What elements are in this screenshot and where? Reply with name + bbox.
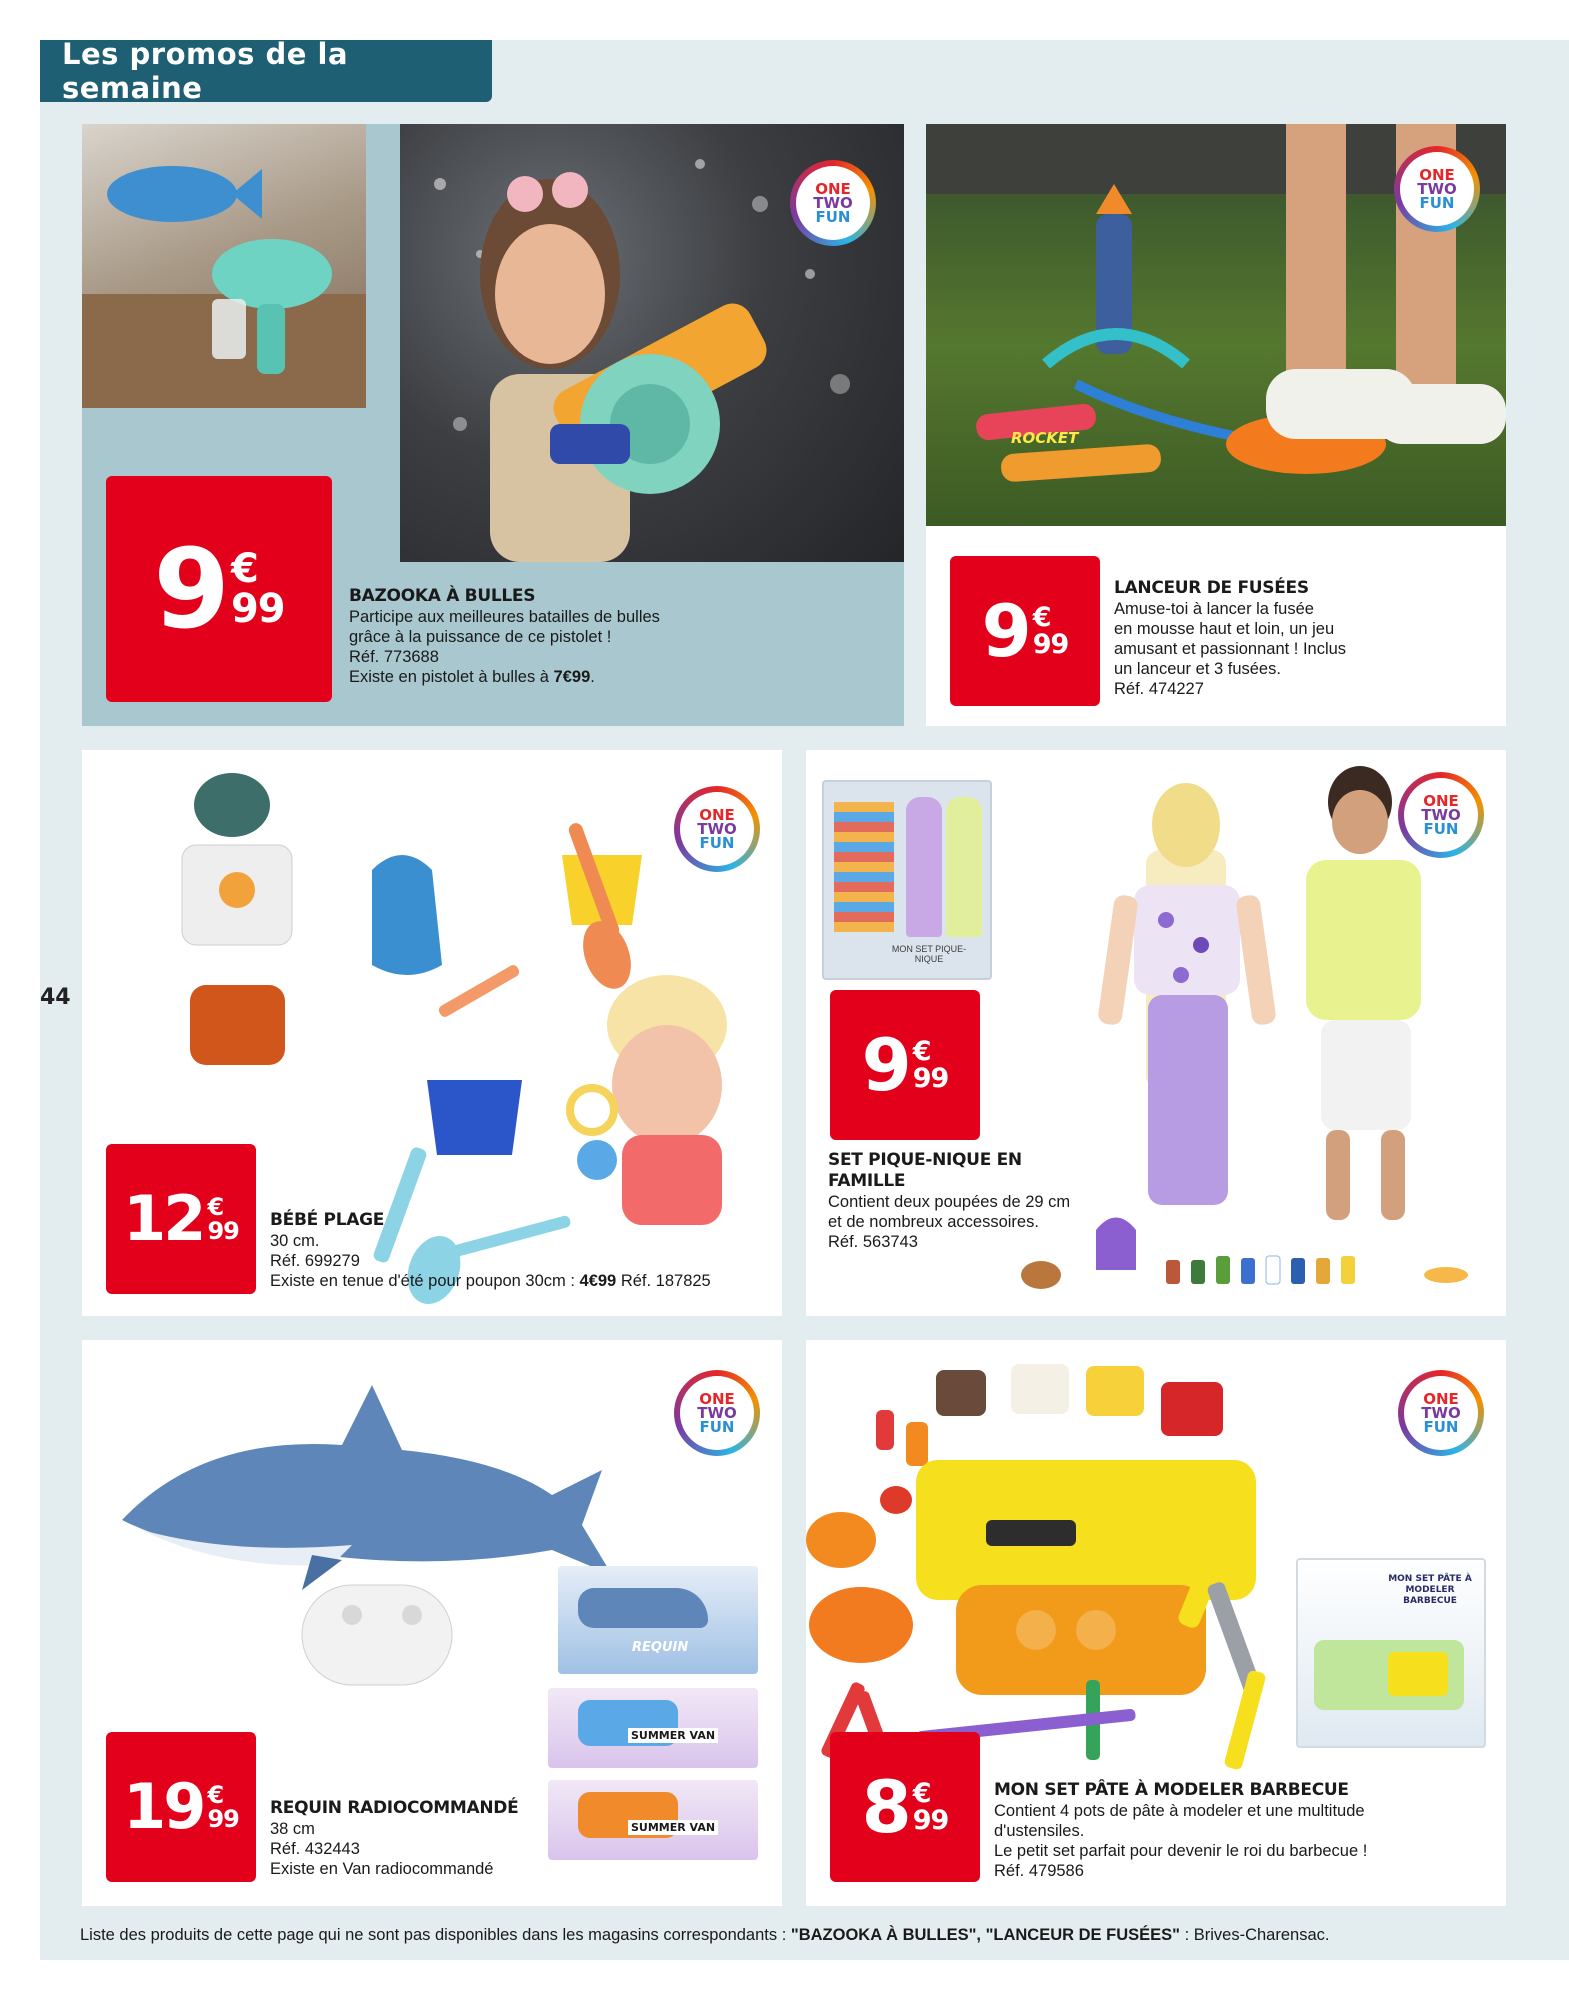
variant-text: Existe en tenue d'été pour poupon 30cm : — [270, 1272, 580, 1290]
price-integer: 12 — [123, 1182, 204, 1255]
price-decimals: 99 — [912, 1805, 949, 1836]
product-card-barbecue[interactable] — [806, 1340, 1506, 1906]
product-description-lanceur — [1114, 578, 1494, 699]
product-description-requin — [270, 1798, 540, 1879]
logo-line-fun: FUN — [815, 208, 851, 226]
logo-line-fun: FUN — [1423, 1418, 1459, 1436]
description-line: en mousse haut et loin, un jeu — [1114, 620, 1335, 638]
price-currency: € — [230, 546, 259, 592]
one-two-fun-logo — [674, 786, 760, 872]
price-decimals: 99 — [207, 1805, 239, 1833]
logo-line-fun: FUN — [699, 834, 735, 852]
variant-suffix: Réf. 187825 — [616, 1272, 711, 1290]
footnote-text: Liste des produits de cette page qui ne sont pas disponibles dans les magasins correspondants : — [80, 1926, 791, 1944]
variant-price: 4€99 — [579, 1272, 617, 1290]
one-two-fun-logo — [1398, 772, 1484, 858]
footnote-products: "BAZOOKA À BULLES", "LANCEUR DE FUSÉES" — [790, 1926, 1180, 1944]
reference-line: Réf. 474227 — [1114, 680, 1204, 698]
price-tag-lanceur — [950, 556, 1100, 706]
logo-line-two: TWO — [697, 820, 737, 838]
one-two-fun-logo — [790, 160, 876, 246]
logo-line-two: TWO — [813, 194, 853, 212]
reference-line: Réf. 773688 — [349, 648, 439, 666]
box-label-van: SUMMER VAN — [628, 1728, 718, 1743]
van-box-image — [548, 1780, 758, 1860]
price-integer: 9 — [861, 1023, 909, 1107]
price-decimals: 99 — [912, 1063, 949, 1094]
box-label-van: SUMMER VAN — [628, 1820, 718, 1835]
logo-line-fun: FUN — [1423, 820, 1459, 838]
page-number: 44 — [40, 985, 71, 1010]
product-card-requin[interactable] — [82, 1340, 782, 1906]
reference-line: Réf. 432443 — [270, 1840, 360, 1858]
rocket-label: ROCKET — [1011, 429, 1079, 447]
price-integer: 8 — [861, 1765, 909, 1849]
price-tag-pique-nique — [830, 990, 980, 1140]
logo-line-one: ONE — [1419, 166, 1455, 184]
logo-line-two: TWO — [697, 1404, 737, 1422]
bbq-box-image — [1296, 1558, 1486, 1748]
description-line: Participe aux meilleures batailles de bulles — [349, 608, 660, 626]
logo-line-one: ONE — [1423, 1390, 1459, 1408]
van-box-image — [548, 1688, 758, 1768]
price-currency: € — [207, 1781, 225, 1809]
footnote-store: : Brives-Charensac. — [1180, 1926, 1330, 1944]
variant-line — [349, 667, 889, 687]
price-integer: 9 — [981, 589, 1029, 673]
description-line: Contient deux poupées de 29 cm — [828, 1193, 1071, 1211]
variant-suffix: . — [590, 668, 595, 686]
description-line: Contient 4 pots de pâte à modeler et une multitude — [994, 1802, 1365, 1820]
logo-line-one: ONE — [699, 1390, 735, 1408]
product-card-bazooka[interactable] — [82, 124, 904, 726]
description-line: d'ustensiles. — [994, 1822, 1085, 1840]
price-integer: 9 — [153, 525, 227, 653]
price-currency: € — [912, 1778, 932, 1809]
logo-line-one: ONE — [1423, 792, 1459, 810]
price-decimals: 99 — [230, 586, 285, 632]
box-label-requin: REQUIN — [632, 1640, 689, 1655]
product-description-bebe-plage — [270, 1210, 770, 1291]
availability-footnote — [80, 1926, 1329, 1945]
price-decimals: 99 — [1032, 629, 1069, 660]
variant-text: Existe en pistolet à bulles à — [349, 668, 554, 686]
description-line: grâce à la puissance de ce pistolet ! — [349, 628, 612, 646]
price-tag-bebe-plage — [106, 1144, 256, 1294]
page-header-tag — [40, 37, 492, 105]
product-description-pique-nique — [828, 1150, 1088, 1252]
variant-line: Existe en Van radiocommandé — [270, 1860, 494, 1878]
logo-line-two: TWO — [1421, 1404, 1461, 1422]
price-currency: € — [912, 1036, 932, 1067]
page-title: Les promos de la semaine — [62, 37, 349, 105]
product-title: REQUIN RADIOCOMMANDÉ — [270, 1798, 519, 1818]
product-card-bebe-plage[interactable] — [82, 750, 782, 1316]
price-tag-barbecue — [830, 1732, 980, 1882]
description-line: 30 cm. — [270, 1232, 320, 1250]
description-line: un lanceur et 3 fusées. — [1114, 660, 1281, 678]
variant-line — [270, 1271, 770, 1291]
product-title: LANCEUR DE FUSÉES — [1114, 578, 1309, 598]
product-card-lanceur[interactable] — [926, 124, 1506, 726]
price-decimals: 99 — [207, 1217, 239, 1245]
logo-line-fun: FUN — [699, 1418, 735, 1436]
reference-line: Réf. 479586 — [994, 1862, 1084, 1880]
description-line: Le petit set parfait pour devenir le roi du barbecue ! — [994, 1842, 1368, 1860]
product-description-barbecue — [994, 1780, 1494, 1881]
price-integer: 19 — [123, 1770, 204, 1843]
product-description-bazooka — [349, 586, 889, 687]
description-line: 38 cm — [270, 1820, 315, 1838]
product-card-pique-nique[interactable] — [806, 750, 1506, 1316]
logo-line-two: TWO — [1421, 806, 1461, 824]
variant-price: 7€99 — [553, 668, 591, 686]
logo-line-one: ONE — [815, 180, 851, 198]
one-two-fun-logo — [1394, 146, 1480, 232]
product-title: BÉBÉ PLAGE — [270, 1210, 385, 1230]
description-line: Amuse-toi à lancer la fusée — [1114, 600, 1314, 618]
product-title: MON SET PÂTE À MODELER BARBECUE — [994, 1780, 1349, 1800]
bubble-pistol-photo — [82, 124, 366, 408]
box-label: MON SET PIQUE-NIQUE — [891, 944, 967, 964]
logo-line-fun: FUN — [1419, 194, 1455, 212]
box-label: MON SET PÂTE À MODELER BARBECUE — [1388, 1574, 1472, 1606]
price-currency: € — [207, 1193, 225, 1221]
product-title: BAZOOKA À BULLES — [349, 586, 536, 606]
shark-box-image — [558, 1566, 758, 1674]
price-currency: € — [1032, 602, 1052, 633]
product-title-line-2: FAMILLE — [828, 1171, 906, 1191]
shark-bubble-pistol-image — [82, 124, 366, 408]
reference-line: Réf. 699279 — [270, 1252, 360, 1270]
description-line: et de nombreux accessoires. — [828, 1213, 1039, 1231]
price-tag-requin — [106, 1732, 256, 1882]
product-title-line-1: SET PIQUE-NIQUE EN — [828, 1150, 1022, 1170]
logo-line-one: ONE — [699, 806, 735, 824]
reference-line: Réf. 563743 — [828, 1233, 918, 1251]
one-two-fun-logo — [1398, 1370, 1484, 1456]
one-two-fun-logo — [674, 1370, 760, 1456]
description-line: amusant et passionnant ! Inclus — [1114, 640, 1347, 658]
price-tag-bazooka — [106, 476, 332, 702]
logo-line-two: TWO — [1417, 180, 1457, 198]
